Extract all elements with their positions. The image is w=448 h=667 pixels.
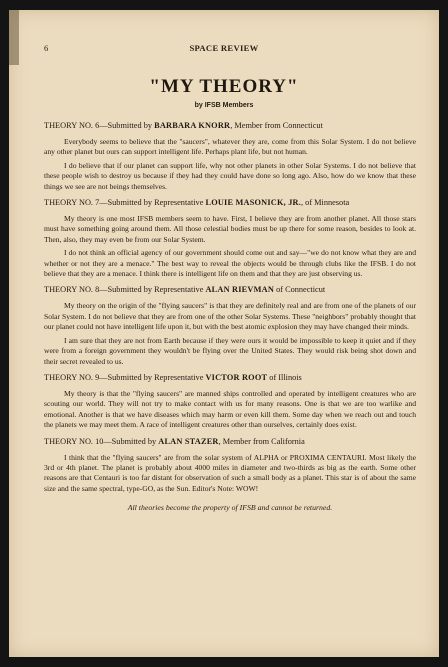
article-byline: by IFSB Members bbox=[194, 102, 254, 109]
article-body bbox=[44, 120, 416, 512]
theory-paragraph: My theory on the origin of the "flying saucers" is that they are definitely real and are from one of the planets of our Solar System. I do not believe that they are from one of the other Solar Systems. These "neighbors" probably thought that our planet could not have intelligent life upon it, but with the best atomic explosion they may have changed their minds. bbox=[44, 301, 416, 332]
magazine-title: SPACE REVIEW bbox=[189, 43, 259, 53]
contributor-name: LOUIE MASONICK, JR. bbox=[205, 198, 302, 208]
theory-section bbox=[44, 284, 416, 366]
theory-section bbox=[44, 436, 416, 495]
magazine-page bbox=[9, 10, 439, 657]
theory-heading bbox=[44, 284, 416, 296]
theory-section bbox=[44, 197, 416, 279]
theory-heading bbox=[44, 120, 416, 132]
theory-section bbox=[44, 120, 416, 192]
theory-paragraph: I think that the "flying saucers" are from the solar system of ALPHA or PROXIMA CENTAURI. Most likely the 3rd or 4th planet. The planet is probably about 4000 miles in diameter and two-thirds as big as the earth. Some other reasons are that Centauri is too far distant for observation of such a small body as a planet. This star is of about the same size and the same spectral, type-GO, as the Sun. Editor's Note: WOW! bbox=[44, 452, 416, 493]
theory-paragraph: My theory is one most IFSB members seem to have. First, I believe they are from another planet. All those stars must have something going around them. All those celestial bodies must be up there for some reason, besides to look at. Then, also, they may even be from our Solar System. bbox=[44, 214, 416, 244]
page-number: 6 bbox=[44, 43, 49, 53]
heading-suffix: of Connecticut bbox=[274, 285, 326, 295]
theory-section bbox=[44, 372, 416, 431]
page-stain bbox=[9, 10, 19, 65]
heading-suffix: of Illinois bbox=[267, 372, 302, 382]
heading-prefix: THEORY NO. 7—Submitted by Representative bbox=[44, 198, 206, 208]
contributor-name: BARBARA KNORR bbox=[154, 121, 231, 130]
heading-prefix: THEORY NO. 8—Submitted by Representative bbox=[44, 285, 206, 295]
theory-paragraph: I do not think an official agency of our government should come out and say—"we do not know what they are and whether or not they are a menace." The best way to reveal the objects would be through clubs like the IFSB. I do not believe that they are a menace. I think there is intelligent life on them and that they are just observing us. bbox=[44, 248, 416, 279]
heading-suffix: , Member from Connecticut bbox=[230, 121, 323, 130]
theory-heading bbox=[44, 372, 416, 384]
theory-paragraph: Everybody seems to believe that the "saucers", whatever they are, come from this Solar System. I do not believe any other planet but ours can support intelligent life. Perhaps plant life, but not human. bbox=[44, 137, 416, 157]
contributor-name: ALAN STAZER bbox=[158, 436, 219, 446]
theory-paragraph: I am sure that they are not from Earth because if they were ours it would be impossible to keep it quiet and if they were from a foreign government they wouldn't be flying over the United States. They would risk being shot down and their secret revealed to us. bbox=[44, 335, 416, 366]
theory-paragraph: I do believe that if our planet can support life, why not other planets in other Solar Systems. I do not believe that these people wish to destroy us because if they had they could have done so long ago. Also, how do we know that these things we see are not beings themselves. bbox=[44, 160, 416, 191]
heading-suffix: , Member from California bbox=[218, 436, 305, 446]
heading-prefix: THEORY NO. 9—Submitted by Representative bbox=[44, 372, 206, 382]
theory-heading bbox=[44, 197, 416, 209]
heading-suffix: , of Minnesota bbox=[301, 198, 350, 208]
contributor-name: VICTOR ROOT bbox=[205, 372, 268, 382]
heading-prefix: THEORY NO. 10—Submitted by bbox=[44, 436, 159, 446]
footer-note: All theories become the property of IFSB and cannot be returned. bbox=[127, 503, 333, 513]
heading-prefix: THEORY NO. 6—Submitted by bbox=[44, 121, 155, 130]
theory-heading bbox=[44, 436, 416, 448]
article-title: "MY THEORY" bbox=[149, 76, 299, 97]
theory-paragraph: My theory is that the "flying saucers" are manned ships controlled and operated by intelligent creatures who are scouting our world. They will not try to make contact with us for many reasons. One is that we are too warlike and emotional. Another is that we have diseases which may harm or even kill them. Some day when we reach out and touch the planets we may meet them. A race of intelligent creatures other than ourselves, certainly does exist. bbox=[44, 388, 416, 430]
contributor-name: ALAN RIEVMAN bbox=[205, 285, 275, 295]
